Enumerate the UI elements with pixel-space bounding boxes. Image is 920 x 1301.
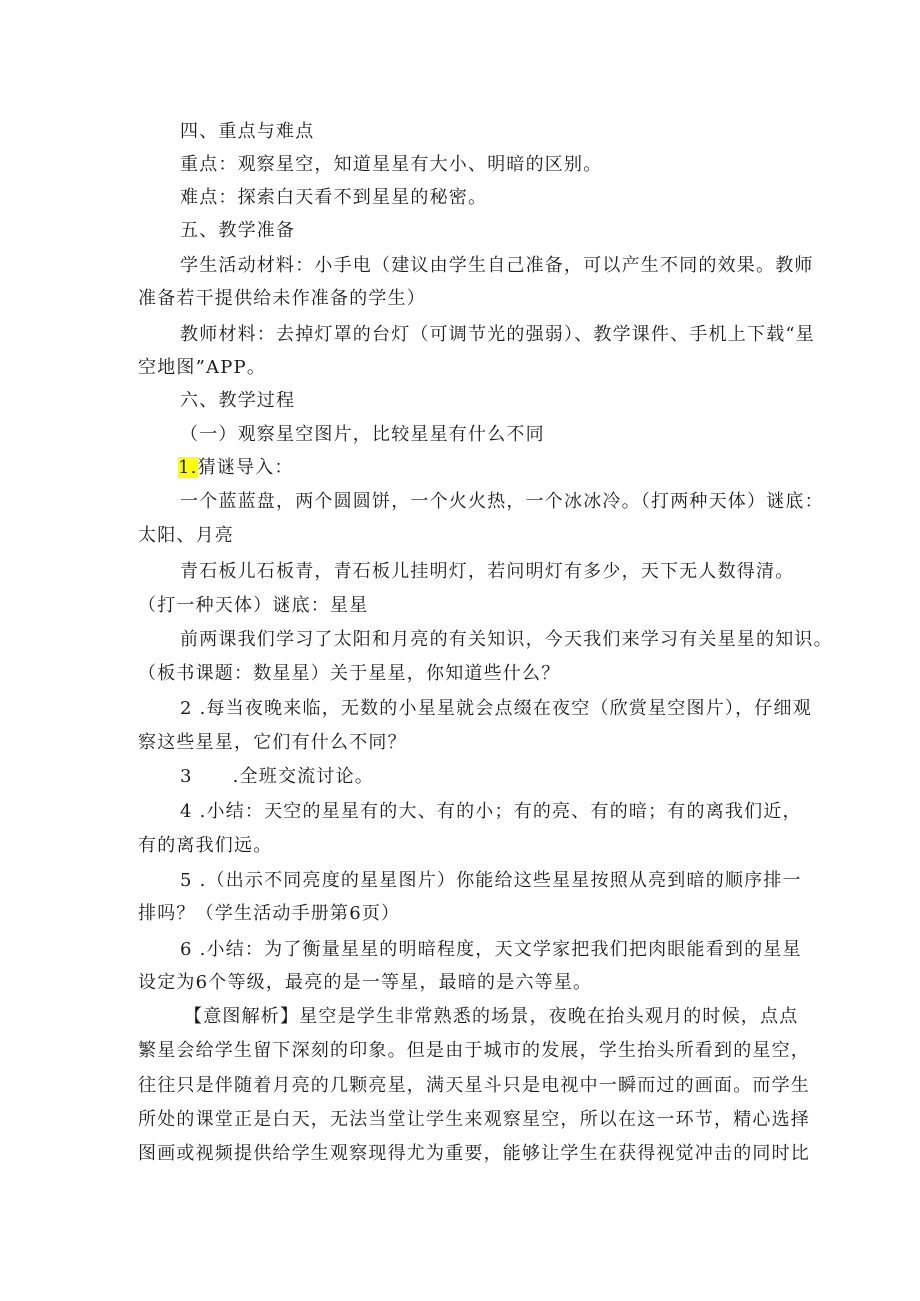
step-1-number-highlight: 1.: [178, 457, 198, 478]
step-5-line-1: 5 .（出示不同亮度的星星图片）你能给这些星星按照从亮到暗的顺序排一: [180, 870, 802, 891]
step-6-line-2: 设定为6个等级，最亮的是一等星，最暗的是六等星。: [138, 972, 593, 993]
step-1: [178, 453, 294, 479]
step-1-text: 猜谜导入：: [197, 457, 294, 478]
difficulty-text: 难点：探索白天看不到星星的秘密。: [180, 187, 488, 208]
riddle-2-line-2: （打一种天体）谜底：星星: [138, 595, 369, 616]
subsection-heading-observe: （一）观察星空图片，比较星星有什么不同: [180, 424, 545, 445]
teacher-materials-line-2: 空地图”APP。: [138, 357, 267, 378]
intent-line-4: 所处的课堂正是白天，无法当堂让学生来观察星空，所以在这一环节，精心选择: [138, 1109, 810, 1130]
step-3-text: .全班交流讨论。: [232, 766, 374, 787]
step-3: [180, 762, 374, 788]
riddle-2-line-1: 青石板儿石板青，青石板儿挂明灯，若问明灯有多少，天下无人数得清。: [180, 561, 795, 582]
intent-line-3: 往往只是伴随着月亮的几颗亮星，满天星斗只是电视中一瞬而过的画面。而学生: [138, 1075, 810, 1096]
intent-line-1: 【意图解析】星空是学生非常熟悉的场景，夜晚在抬头观月的时候，点点: [184, 1006, 799, 1027]
student-materials-line-2: 准备若干提供给未作准备的学生）: [138, 288, 426, 309]
student-materials-line-1: 学生活动材料：小手电（建议由学生自己准备，可以产生不同的效果。教师: [180, 255, 814, 276]
key-point-text: 重点：观察星空，知道星星有大小、明暗的区别。: [180, 154, 603, 175]
step-5-line-2: 排吗？（学生活动手册第6页）: [138, 903, 401, 924]
intent-line-2: 繁星会给学生留下深刻的印象。但是由于城市的发展，学生抬头所看到的星空，: [138, 1040, 810, 1061]
intent-line-5: 图画或视频提供给学生观察现得尤为重要，能够让学生在获得视觉冲击的同时比: [138, 1143, 810, 1164]
step-2-line-2: 察这些星星，它们有什么不同？: [138, 732, 407, 753]
intro-line-1: 前两课我们学习了太阳和月亮的有关知识，今天我们来学习有关星星的知识。: [180, 629, 833, 650]
riddle-1-line-1: 一个蓝蓝盘，两个圆圆饼，一个火火热，一个冰冰冷。（打两种天体）谜底：: [180, 491, 824, 512]
step-2-line-1: 2 .每当夜晚来临，无数的小星星就会点缀在夜空（欣赏星空图片），仔细观: [180, 698, 812, 719]
step-3-number: 3: [180, 766, 193, 787]
step-4-line-2: 有的离我们远。: [138, 835, 273, 856]
section-heading-process: 六、教学过程: [180, 390, 296, 411]
intro-line-2: （板书课题：数星星）关于星星，你知道些什么？: [138, 663, 561, 684]
teacher-materials-line-1: 教师材料：去掉灯罩的台灯（可调节光的强弱）、教学课件、手机上下载“星: [180, 324, 815, 345]
step-6-line-1: 6 .小结：为了衡量星星的明暗程度，天文学家把我们把肉眼能看到的星星: [180, 939, 802, 960]
step-4-line-1: 4 .小结：天空的星星有的大、有的小；有的亮、有的暗；有的离我们近，: [180, 801, 802, 822]
riddle-1-line-2: 太阳、月亮: [138, 525, 234, 546]
section-heading-key-points: 四、重点与难点: [180, 121, 315, 142]
section-heading-preparation: 五、教学准备: [180, 220, 296, 241]
